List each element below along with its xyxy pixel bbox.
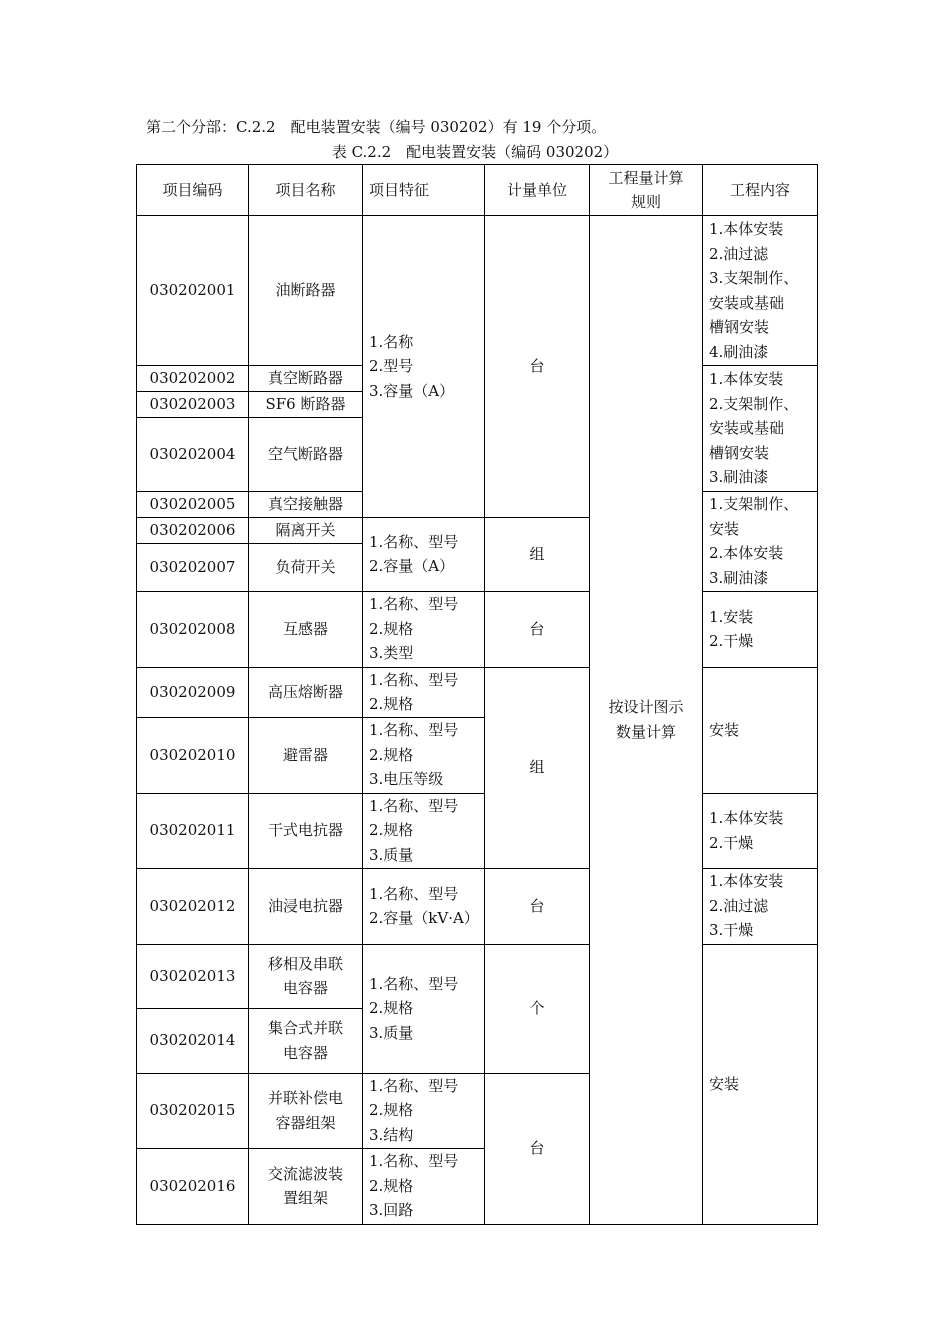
- quantity-rule: 按设计图示 数量计算: [590, 216, 703, 1225]
- item-features: 1.名称 2.型号 3.容量（A）: [363, 216, 485, 518]
- header-code: 项目编码: [137, 165, 249, 216]
- item-code: 030202009: [137, 667, 249, 717]
- intro-paragraph: 第二个分部：C.2.2 配电装置安装（编号 030202）有 19 个分项。: [146, 118, 607, 136]
- table-row: [137, 216, 818, 366]
- item-name: 隔离开关: [249, 517, 363, 543]
- item-features: 1.名称、型号 2.规格 3.结构: [363, 1073, 485, 1148]
- item-code: 030202005: [137, 491, 249, 517]
- item-code: 030202014: [137, 1008, 249, 1073]
- item-code: 030202001: [137, 216, 249, 366]
- item-features: 1.名称、型号 2.规格 3.质量: [363, 944, 485, 1073]
- item-name: 集合式并联 电容器: [249, 1008, 363, 1073]
- item-code: 030202011: [137, 793, 249, 868]
- item-unit: 台: [485, 868, 590, 944]
- item-unit: 组: [485, 517, 590, 591]
- item-name: 交流滤波装 置组架: [249, 1148, 363, 1224]
- item-features: 1.名称、型号 2.规格 3.质量: [363, 793, 485, 868]
- header-features: 项目特征: [363, 165, 485, 216]
- header-name: 项目名称: [249, 165, 363, 216]
- item-name: 空气断路器: [249, 417, 363, 491]
- table-row: [137, 591, 818, 667]
- item-features: 1.名称、型号 2.容量（kV·A）: [363, 868, 485, 944]
- item-code: 030202004: [137, 417, 249, 491]
- item-unit: 个: [485, 944, 590, 1073]
- item-content: 安装: [703, 944, 818, 1224]
- item-name: 并联补偿电 容器组架: [249, 1073, 363, 1148]
- item-content: 1.本体安装 2.油过滤 3.干燥: [703, 868, 818, 944]
- item-name: 油浸电抗器: [249, 868, 363, 944]
- item-name: SF6 断路器: [249, 392, 363, 418]
- table-row: [137, 793, 818, 868]
- table-caption: 表 C.2.2 配电装置安装（编码 030202）: [331, 143, 619, 161]
- header-unit: 计量单位: [485, 165, 590, 216]
- item-code: 030202010: [137, 717, 249, 793]
- item-unit: 组: [485, 667, 590, 868]
- header-content: 工程内容: [703, 165, 818, 216]
- item-code: 030202002: [137, 366, 249, 392]
- item-code: 030202006: [137, 517, 249, 543]
- table-row: [137, 667, 818, 717]
- spec-table: [136, 164, 818, 1225]
- item-features: 1.名称、型号 2.规格 3.电压等级: [363, 717, 485, 793]
- item-features: 1.名称、型号 2.规格 3.回路: [363, 1148, 485, 1224]
- item-content: 1.本体安装 2.油过滤 3.支架制作、 安装或基础 槽钢安装 4.刷油漆: [703, 216, 818, 366]
- item-name: 互感器: [249, 591, 363, 667]
- item-code: 030202003: [137, 392, 249, 418]
- item-unit: 台: [485, 591, 590, 667]
- item-name: 避雷器: [249, 717, 363, 793]
- item-content: 1.本体安装 2.支架制作、 安装或基础 槽钢安装 3.刷油漆: [703, 366, 818, 492]
- item-code: 030202015: [137, 1073, 249, 1148]
- item-name: 负荷开关: [249, 543, 363, 591]
- item-name: 油断路器: [249, 216, 363, 366]
- header-row: [137, 165, 818, 216]
- item-name: 真空断路器: [249, 366, 363, 392]
- item-name: 高压熔断器: [249, 667, 363, 717]
- item-code: 030202013: [137, 944, 249, 1008]
- item-unit: 台: [485, 216, 590, 518]
- item-name: 干式电抗器: [249, 793, 363, 868]
- item-features: 1.名称、型号 2.规格: [363, 667, 485, 717]
- item-code: 030202012: [137, 868, 249, 944]
- item-content: 1.安装 2.干燥: [703, 591, 818, 667]
- item-code: 030202007: [137, 543, 249, 591]
- item-name: 移相及串联 电容器: [249, 944, 363, 1008]
- item-content: 1.本体安装 2.干燥: [703, 793, 818, 868]
- table-row: [137, 944, 818, 1008]
- item-name: 真空接触器: [249, 491, 363, 517]
- item-content: 安装: [703, 667, 818, 793]
- item-content: 1.支架制作、 安装 2.本体安装 3.刷油漆: [703, 491, 818, 591]
- item-features: 1.名称、型号 2.容量（A）: [363, 517, 485, 591]
- item-features: 1.名称、型号 2.规格 3.类型: [363, 591, 485, 667]
- item-code: 030202008: [137, 591, 249, 667]
- header-rule: 工程量计算 规则: [590, 165, 703, 216]
- table-row: [137, 868, 818, 944]
- item-code: 030202016: [137, 1148, 249, 1224]
- item-unit: 台: [485, 1073, 590, 1224]
